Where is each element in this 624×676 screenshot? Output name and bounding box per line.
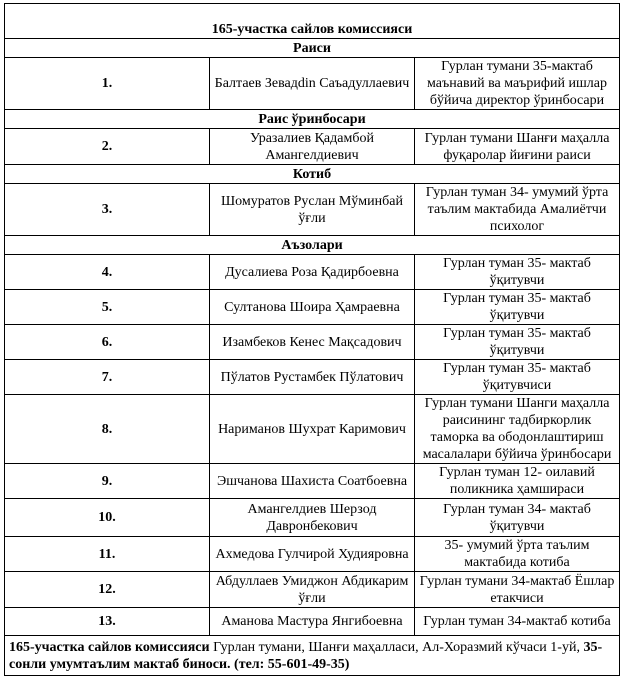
member-position: Гурлан тумани 35-мактаб маънавий ва маърифий ишлар бўйича директор ўринбосари <box>415 58 620 110</box>
member-position: Гурлан туман 34-мактаб котиба <box>415 608 620 636</box>
member-name: Ахмедова Гулчирой Худияровна <box>210 537 415 572</box>
row-number: 8. <box>5 395 210 464</box>
table-row <box>5 290 620 325</box>
footer-commission-name: 165-участка сайлов комиссияси <box>9 640 210 655</box>
member-name: Уразалиев Қадамбой Амангелдиевич <box>210 129 415 165</box>
table-row <box>5 184 620 236</box>
member-position: Гурлан туман 35- мактаб ўқитувчи <box>415 325 620 360</box>
member-name: Султанова Шоира Ҳамраевна <box>210 290 415 325</box>
member-name: Изамбеков Кенес Мақсадович <box>210 325 415 360</box>
member-name: Амангелдиев Шерзод Давронбекович <box>210 499 415 537</box>
row-number: 6. <box>5 325 210 360</box>
member-position: 35- умумий ўрта таълим мактабида котиба <box>415 537 620 572</box>
row-number: 11. <box>5 537 210 572</box>
member-name: Пўлатов Рустамбек Пўлатович <box>210 360 415 395</box>
table-row <box>5 58 620 110</box>
row-number: 13. <box>5 608 210 636</box>
member-position: Гурлан туман 12- оилавий поликника ҳамшираси <box>415 464 620 499</box>
member-position: Гурлан тумани Шанги маҳалла раисининг тадбиркорлик таморка ва ободонлаштириш масалалари бўйича ўринбосари <box>415 395 620 464</box>
row-number: 3. <box>5 184 210 236</box>
row-number: 5. <box>5 290 210 325</box>
table-row <box>5 255 620 290</box>
section-row <box>5 236 620 255</box>
member-name: Нариманов Шухрат Каримович <box>210 395 415 464</box>
table-row <box>5 537 620 572</box>
table-row <box>5 499 620 537</box>
title-row <box>5 4 620 39</box>
member-position: Гурлан тумани 34-мактаб Ёшлар етакчиси <box>415 572 620 608</box>
section-row <box>5 39 620 58</box>
row-number: 7. <box>5 360 210 395</box>
table-row <box>5 464 620 499</box>
row-number: 10. <box>5 499 210 537</box>
table-row <box>5 608 620 636</box>
row-number: 12. <box>5 572 210 608</box>
section-secretary: Котиб <box>5 165 620 184</box>
member-name: Балтаев Зевадdin Саъадуллаевич <box>210 58 415 110</box>
section-row <box>5 165 620 184</box>
table-row <box>5 129 620 165</box>
commission-address <box>5 636 620 676</box>
footer-address: Гурлан тумани, Шанғи маҳалласи, Ал-Хоразмий кўчаси 1-уй, <box>209 640 584 655</box>
member-name: Эшчанова Шахиста Соатбоевна <box>210 464 415 499</box>
section-row <box>5 110 620 129</box>
commission-document <box>4 3 620 676</box>
row-number: 9. <box>5 464 210 499</box>
section-chairman: Раиси <box>5 39 620 58</box>
section-deputy: Раис ўринбосари <box>5 110 620 129</box>
table-row <box>5 325 620 360</box>
table-row <box>5 360 620 395</box>
member-position: Гурлан туман 35- мактаб ўқитувчи <box>415 255 620 290</box>
member-name: Абдуллаев Умиджон Абдикарим ўғли <box>210 572 415 608</box>
member-position: Гурлан туман 34- умумий ўрта таълим мактабида Амалиётчи психолог <box>415 184 620 236</box>
member-position: Гурлан туман 35- мактаб ўқитувчи <box>415 290 620 325</box>
table-title: 165-участка сайлов комиссияси <box>5 4 620 39</box>
member-position: Гурлан тумани Шанғи маҳалла фуқаролар йиғини раиси <box>415 129 620 165</box>
table-row <box>5 572 620 608</box>
member-position: Гурлан туман 35- мактаб ўқитувчиси <box>415 360 620 395</box>
table-row <box>5 395 620 464</box>
member-position: Гурлан туман 34- мактаб ўқитувчи <box>415 499 620 537</box>
row-number: 2. <box>5 129 210 165</box>
section-members: Аъзолари <box>5 236 620 255</box>
member-name: Шомуратов Руслан Мўминбай ўғли <box>210 184 415 236</box>
row-number: 1. <box>5 58 210 110</box>
member-name: Дусалиева Роза Қадирбоевна <box>210 255 415 290</box>
row-number: 4. <box>5 255 210 290</box>
footer-building: 35-сонли умумтаълим мактаб биноси. (тел: 55-601-49-35) <box>9 640 603 672</box>
commission-table <box>4 3 620 676</box>
footer-row <box>5 636 620 676</box>
member-name: Аманова Мастура Янгибоевна <box>210 608 415 636</box>
